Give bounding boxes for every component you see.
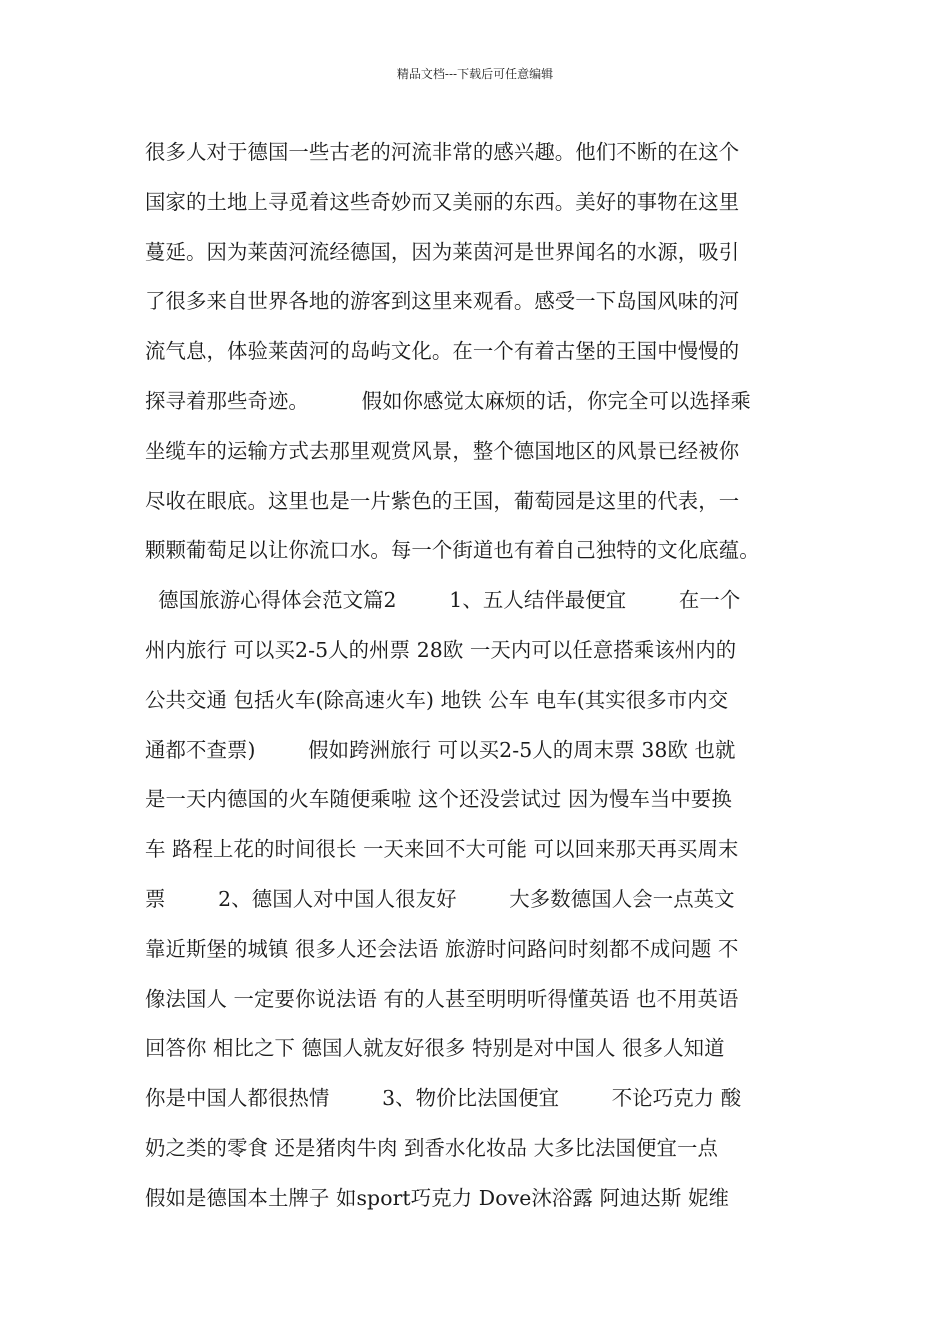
text-line: 国家的土地上寻觅着这些奇妙而又美丽的东西。美好的事物在这里 — [145, 189, 740, 214]
text-line: 了很多来自世界各地的游客到这里来观看。感受一下岛国风味的河 — [145, 289, 740, 314]
text-line: 你是中国人都很热情 3、物价比法国便宜 不论巧克力 酸 — [145, 1086, 742, 1111]
text-line: 票 2、德国人对中国人很友好 大多数德国人会一点英文 — [145, 886, 735, 911]
text-line: 德国旅游心得体会范文篇2 1、五人结伴最便宜 在一个 — [145, 588, 741, 613]
text-line: 州内旅行 可以买2-5人的州票 28欧 一天内可以任意搭乘该州内的 — [145, 637, 737, 662]
text-line: 假如是德国本土牌子 如sport巧克力 Dove沐浴露 阿迪达斯 妮维 — [145, 1185, 729, 1210]
document-body — [145, 128, 817, 1224]
text-line: 通都不查票) 假如跨洲旅行 可以买2-5人的周末票 38欧 也就 — [145, 737, 736, 762]
text-line: 车 路程上花的时间很长 一天来回不大可能 可以回来那天再买周末 — [145, 837, 739, 862]
page-header: 精品文档---下载后可任意编辑 — [396, 67, 554, 81]
text-line: 探寻着那些奇迹。 假如你感觉太麻烦的话，你完全可以选择乘 — [145, 388, 751, 413]
text-line: 公共交通 包括火车(除高速火车) 地铁 公车 电车(其实很多市内交 — [145, 687, 729, 712]
text-line: 颗颗葡萄足以让你流口水。每一个街道也有着自己独特的文化底蕴。 — [145, 538, 760, 563]
text-line: 蔓延。因为莱茵河流经德国，因为莱茵河是世界闻名的水源，吸引 — [145, 239, 740, 264]
text-line: 很多人对于德国一些古老的河流非常的感兴趣。他们不断的在这个 — [145, 140, 740, 164]
text-line: 奶之类的零食 还是猪肉牛肉 到香水化妆品 大多比法国便宜一点 — [145, 1135, 718, 1160]
text-line: 坐缆车的运输方式去那里观赏风景，整个德国地区的风景已经被你 — [145, 438, 740, 463]
text-line: 是一天内德国的火车随便乘啦 这个还没尝试过 因为慢车当中要换 — [145, 787, 732, 812]
text-line: 回答你 相比之下 德国人就友好很多 特别是对中国人 很多人知道 — [145, 1036, 725, 1061]
text-line: 流气息，体验莱茵河的岛屿文化。在一个有着古堡的王国中慢慢的 — [145, 339, 740, 364]
text-line: 像法国人 一定要你说法语 有的人甚至明明听得懂英语 也不用英语 — [145, 986, 739, 1011]
text-line: 靠近斯堡的城镇 很多人还会法语 旅游时问路问时刻都不成问题 不 — [145, 936, 739, 961]
text-line: 尽收在眼底。这里也是一片紫色的王国，葡萄园是这里的代表，一 — [145, 488, 740, 513]
